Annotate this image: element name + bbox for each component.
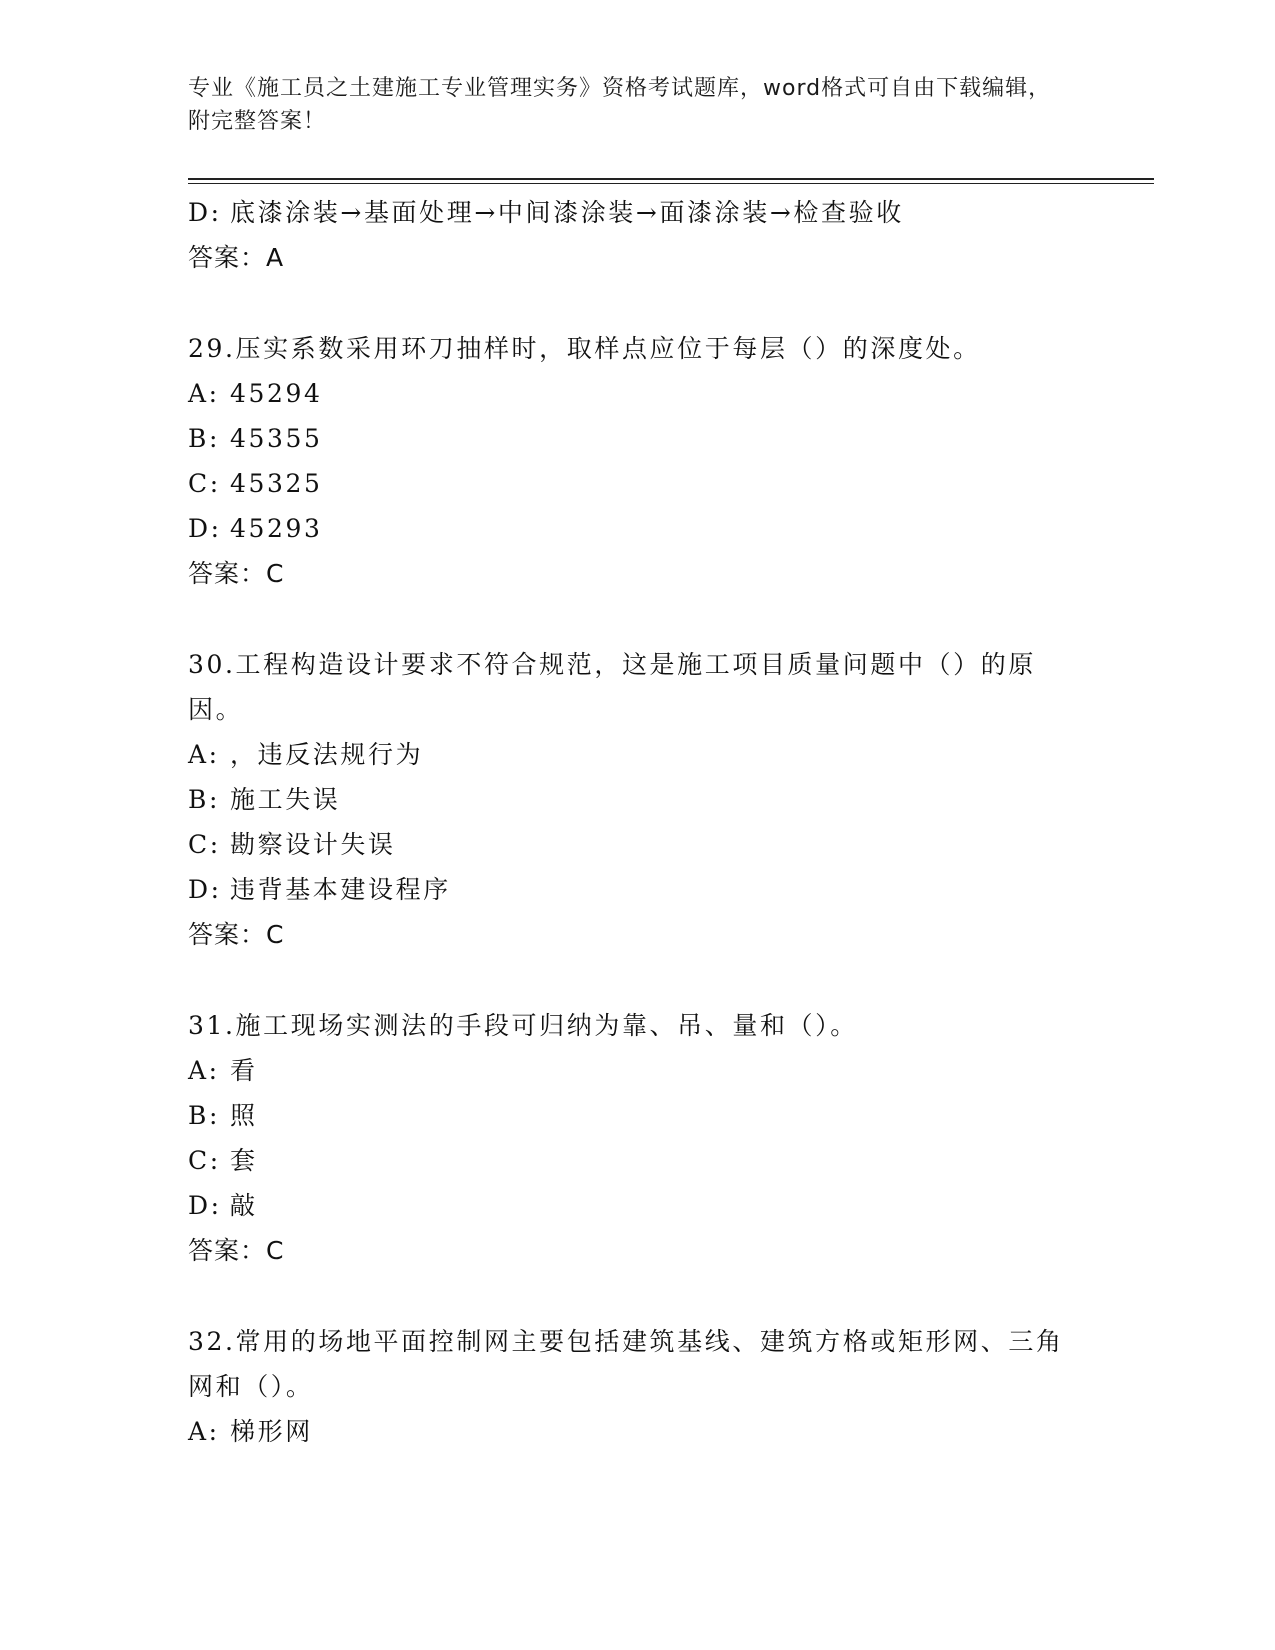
header-divider bbox=[188, 178, 1154, 180]
option-text: 45293 bbox=[230, 514, 323, 543]
option-b bbox=[188, 777, 1068, 822]
option-label: D: bbox=[188, 514, 222, 543]
option-b bbox=[188, 1093, 1068, 1138]
option-a bbox=[188, 732, 1068, 777]
option-text: 敲 bbox=[230, 1191, 258, 1220]
option-text: 45294 bbox=[230, 379, 323, 408]
option-text: 违背基本建设程序 bbox=[230, 875, 451, 904]
option-text: 底漆涂装→基面处理→中间漆涂装→面漆涂装→检查验收 bbox=[230, 198, 904, 227]
option-label: D: bbox=[188, 875, 222, 904]
question-stem: 30.工程构造设计要求不符合规范，这是施工项目质量问题中（）的原因。 bbox=[188, 650, 1036, 724]
option-a bbox=[188, 1048, 1068, 1093]
option-label: C: bbox=[188, 469, 221, 498]
answer-line: 答案：C bbox=[188, 559, 285, 588]
option-d bbox=[188, 1183, 1068, 1228]
option-label: C: bbox=[188, 830, 221, 859]
option-label: C: bbox=[188, 1146, 221, 1175]
question-stem: 32.常用的场地平面控制网主要包括建筑基线、建筑方格或矩形网、三角网和（）。 bbox=[188, 1327, 1064, 1401]
option-a bbox=[188, 371, 1068, 416]
option-text: 45325 bbox=[230, 469, 323, 498]
option-d bbox=[188, 506, 1068, 551]
option-label: A: bbox=[188, 379, 220, 408]
option-text: 梯形网 bbox=[230, 1417, 313, 1446]
page-header: 专业《施工员之土建施工专业管理实务》资格考试题库，word格式可自由下载编辑，附完整答案！ bbox=[188, 76, 1052, 134]
option-c bbox=[188, 822, 1068, 867]
question-stem: 29.压实系数采用环刀抽样时，取样点应位于每层（）的深度处。 bbox=[188, 334, 981, 363]
option-c bbox=[188, 1138, 1068, 1183]
question-stem: 31.施工现场实测法的手段可归纳为靠、吊、量和（）。 bbox=[188, 1011, 858, 1040]
option-label: A: bbox=[188, 1417, 220, 1446]
header-divider-thin bbox=[188, 183, 1154, 184]
option-label: A: bbox=[188, 740, 220, 769]
option-text: 看 bbox=[230, 1056, 258, 1085]
question-list bbox=[188, 190, 1068, 1454]
option-c bbox=[188, 461, 1068, 506]
option-label: B: bbox=[188, 1101, 220, 1130]
option-text: 勘察设计失误 bbox=[230, 830, 396, 859]
option-b bbox=[188, 416, 1068, 461]
option-d bbox=[188, 190, 1068, 235]
option-label: B: bbox=[188, 424, 220, 453]
option-label: D: bbox=[188, 1191, 222, 1220]
option-label: A: bbox=[188, 1056, 220, 1085]
option-text: 套 bbox=[230, 1146, 258, 1175]
option-a bbox=[188, 1409, 1068, 1454]
option-d bbox=[188, 867, 1068, 912]
answer-line: 答案：C bbox=[188, 1236, 285, 1265]
answer-line: 答案：A bbox=[188, 243, 285, 272]
answer-line: 答案：C bbox=[188, 920, 285, 949]
option-text: 45355 bbox=[230, 424, 323, 453]
option-label: D: bbox=[188, 198, 222, 227]
option-text: 照 bbox=[230, 1101, 258, 1130]
option-text: ，违反法规行为 bbox=[230, 740, 424, 769]
option-label: B: bbox=[188, 785, 220, 814]
option-text: 施工失误 bbox=[230, 785, 341, 814]
